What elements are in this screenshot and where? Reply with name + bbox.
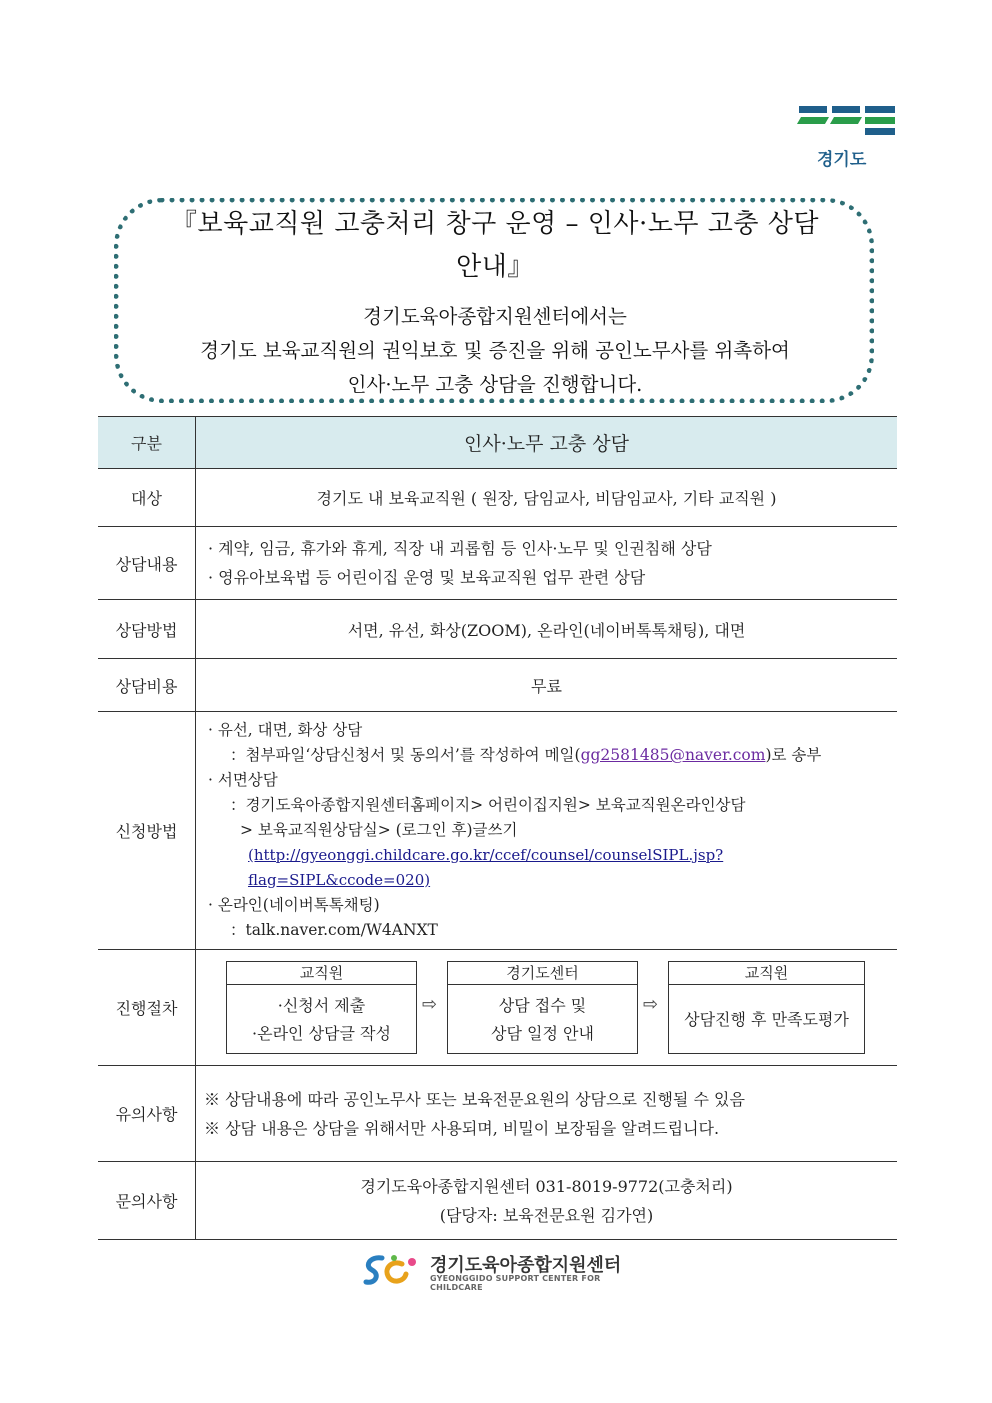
gyeonggido-logo-text: 경기도 (817, 150, 867, 170)
apply-label: 신청방법 (98, 712, 196, 950)
email-link[interactable]: gg2581485@naver.com (580, 746, 766, 764)
apply-online-title: · 온라인(네이버톡톡채팅) (208, 896, 380, 914)
procedure-step-2 (447, 961, 638, 1054)
procedure-step-3 (668, 961, 865, 1054)
row-target (98, 469, 897, 527)
step-body (669, 985, 864, 1054)
procedure-flow (196, 950, 897, 1065)
childcare-center-name: 경기도육아종합지원센터 (430, 1255, 622, 1276)
content-item: · 영유아보육법 등 어린이집 운영 및 보육교직원 업무 관련 상담 (208, 568, 646, 587)
step-text: 상담 일정 안내 (491, 1023, 594, 1043)
target-label: 대상 (98, 469, 196, 527)
page-title (130, 203, 860, 289)
apply-written-path-2: > 보육교직원상담실> (로그인 후)글쓰기 (240, 821, 518, 839)
childcare-center-english-name: GYEONGGIDO SUPPORT CENTER FOR CHILDCARE (430, 1274, 601, 1292)
description-line-1: 경기도육아종합지원센터에서는 (363, 305, 627, 328)
info-table (98, 416, 897, 1240)
apply-online-desc: ：talk.naver.com/W4ANXT (230, 921, 438, 939)
note-item: ※ 상담내용에 따라 공인노무사 또는 보육전문요원의 상담으로 진행될 수 있음 (204, 1089, 745, 1109)
step-actor: 교직원 (669, 962, 864, 985)
apply-phone-title: · 유선, 대면, 화상 상담 (208, 721, 363, 739)
header-label: 구분 (98, 417, 196, 469)
method-value: 서면, 유선, 화상(ZOOM), 온라인(네이버톡톡채팅), 대면 (196, 600, 898, 659)
apply-written-title: · 서면상담 (208, 771, 278, 789)
method-label: 상담방법 (98, 600, 196, 659)
step-actor: 교직원 (227, 962, 416, 985)
title-line-2: 안내』 (456, 252, 534, 282)
childcare-center-logo (362, 1250, 642, 1290)
content-value (196, 527, 898, 600)
description-line-3: 인사·노무 고충 상담을 진행합니다. (347, 373, 643, 396)
content-label: 상담내용 (98, 527, 196, 600)
row-notes (98, 1066, 897, 1162)
target-value: 경기도 내 보육교직원 ( 원장, 담임교사, 비담임교사, 기타 교직원 ) (196, 469, 898, 527)
contact-value (196, 1162, 898, 1240)
childcare-center-logo-mark (362, 1252, 424, 1288)
title-line-1: 『보육교직원 고충처리 창구 운영 – 인사·노무 고충 상담 (170, 209, 820, 239)
cost-value: 무료 (196, 659, 898, 712)
notes-value (196, 1066, 898, 1162)
row-content (98, 527, 897, 600)
step-text: ·온라인 상담글 작성 (252, 1023, 391, 1043)
step-text: 상담진행 후 만족도평가 (684, 1009, 849, 1029)
step-actor: 경기도센터 (448, 962, 637, 985)
row-method (98, 600, 897, 659)
description-line-2: 경기도 보육교직원의 권익보호 및 증진을 위해 공인노무사를 위촉하여 (200, 339, 790, 362)
header-value: 인사·노무 고충 상담 (196, 417, 898, 469)
procedure-step-1 (226, 961, 417, 1054)
step-body (227, 985, 416, 1054)
arrow-right-icon: ⇨ (643, 994, 659, 1015)
apply-phone-desc (208, 743, 896, 768)
apply-phone-desc-pre: ：첨부파일‘상담신청서 및 동의서’를 작성하여 메일( (230, 746, 581, 764)
notes-label: 유의사항 (98, 1066, 196, 1162)
step-text: 상담 접수 및 (498, 995, 587, 1015)
contact-label: 문의사항 (98, 1162, 196, 1240)
homepage-url-link[interactable]: (http://gyeonggi.childcare.go.kr/ccef/counsel/counselSIPL.jsp?flag=SIPL&ccode=020) (248, 846, 724, 889)
gyeonggido-logo (797, 104, 897, 168)
cost-label: 상담비용 (98, 659, 196, 712)
apply-phone-desc-post: )로 송부 (765, 746, 822, 764)
contact-line-2: (담당자: 보육전문요원 김가연) (439, 1205, 654, 1225)
gyeonggido-logo-mark (797, 104, 897, 140)
contact-line-1: 경기도육아종합지원센터 031-8019-9772(고충처리) (360, 1176, 733, 1196)
note-item: ※ 상담 내용은 상담을 위해서만 사용되며, 비밀이 보장됨을 알려드립니다. (204, 1118, 720, 1138)
arrow-right-icon: ⇨ (422, 994, 438, 1015)
title-description (120, 300, 870, 402)
table-header-row (98, 417, 897, 469)
apply-written-path-1: ：경기도육아종합지원센터홈페이지> 어린이집지원> 보육교직원온라인상담 (230, 796, 746, 814)
row-contact (98, 1162, 897, 1240)
row-procedure (98, 950, 897, 1066)
apply-value (196, 712, 898, 950)
row-apply (98, 712, 897, 950)
procedure-value (196, 950, 898, 1066)
step-text: ·신청서 제출 (277, 995, 366, 1015)
content-item: · 계약, 임금, 휴가와 휴게, 직장 내 괴롭힘 등 인사·노무 및 인권침해 상담 (208, 539, 712, 558)
row-cost (98, 659, 897, 712)
step-body (448, 985, 637, 1054)
procedure-label: 진행절차 (98, 950, 196, 1066)
